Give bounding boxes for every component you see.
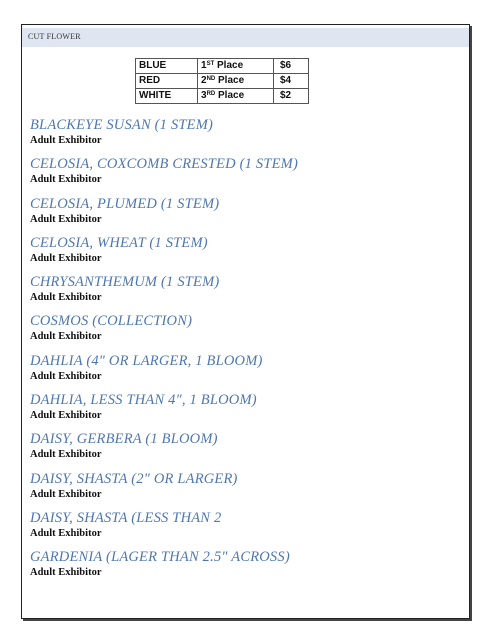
class-title: DAISY, SHASTA (LESS THAN 2 — [30, 509, 222, 526]
place-suffix: ST — [206, 61, 215, 67]
class-title: CELOSIA, PLUMED (1 STEM) — [30, 195, 220, 212]
section-header-bar — [22, 28, 469, 47]
class-entry — [30, 471, 298, 510]
prize-amount: $6 — [274, 59, 309, 74]
class-title: GARDENIA (LAGER THAN 2.5" ACROSS) — [30, 549, 290, 566]
prize-row — [136, 89, 309, 104]
class-entry — [30, 196, 298, 235]
prize-row — [136, 74, 309, 89]
class-title: CHRYSANTHEMUM (1 STEM) — [30, 274, 220, 291]
exhibitor-category: Adult Exhibitor — [30, 449, 102, 461]
class-entry — [30, 431, 298, 470]
class-entry — [30, 274, 298, 313]
place-suffix: RD — [206, 91, 216, 97]
class-entry — [30, 117, 298, 156]
class-title: COSMOS (COLLECTION) — [30, 313, 193, 330]
prize-amount: $2 — [274, 89, 309, 104]
prize-place — [198, 74, 274, 89]
exhibitor-category: Adult Exhibitor — [30, 292, 102, 304]
class-title: DAHLIA, LESS THAN 4", 1 BLOOM) — [30, 392, 257, 409]
prize-ribbon: RED — [136, 74, 198, 89]
place-word: Place — [217, 60, 244, 71]
exhibitor-category: Adult Exhibitor — [30, 252, 102, 264]
class-entry — [30, 510, 298, 549]
class-entry — [30, 392, 298, 431]
prize-amount: $4 — [274, 74, 309, 89]
prize-place — [198, 59, 274, 74]
class-title: DAHLIA (4" OR LARGER, 1 BLOOM) — [30, 352, 263, 369]
exhibitor-category: Adult Exhibitor — [30, 370, 102, 382]
class-title: CELOSIA, WHEAT (1 STEM) — [30, 234, 208, 251]
class-title: DAISY, SHASTA (2" OR LARGER) — [30, 470, 238, 487]
prize-row — [136, 59, 309, 74]
exhibitor-category: Adult Exhibitor — [30, 135, 102, 146]
prize-ribbon: WHITE — [136, 89, 198, 104]
class-entry — [30, 353, 298, 392]
class-entry — [30, 313, 298, 352]
prize-ribbon: BLUE — [136, 59, 198, 74]
class-entry — [30, 156, 298, 195]
place-word: Place — [218, 90, 245, 101]
place-word: Place — [218, 75, 245, 86]
place-number: 1 — [201, 60, 207, 71]
place-suffix: ND — [206, 76, 216, 82]
document-page — [21, 24, 470, 619]
entry-list — [30, 117, 298, 589]
place-number: 3 — [201, 90, 207, 101]
section-title: CUT FLOWER — [28, 32, 81, 41]
exhibitor-category: Adult Exhibitor — [30, 410, 102, 422]
prize-table — [135, 58, 309, 104]
exhibitor-category: Adult Exhibitor — [30, 331, 102, 343]
class-entry — [30, 549, 298, 588]
exhibitor-category: Adult Exhibitor — [30, 174, 102, 186]
class-title: DAISY, GERBERA (1 BLOOM) — [30, 431, 218, 448]
exhibitor-category: Adult Exhibitor — [30, 488, 102, 500]
place-number: 2 — [201, 75, 207, 86]
class-title: BLACKEYE SUSAN (1 STEM) — [30, 117, 214, 133]
class-entry — [30, 235, 298, 274]
exhibitor-category: Adult Exhibitor — [30, 213, 102, 225]
class-title: CELOSIA, COXCOMB CRESTED (1 STEM) — [30, 156, 298, 173]
exhibitor-category: Adult Exhibitor — [30, 527, 102, 539]
exhibitor-category: Adult Exhibitor — [30, 567, 102, 579]
prize-place — [198, 89, 274, 104]
